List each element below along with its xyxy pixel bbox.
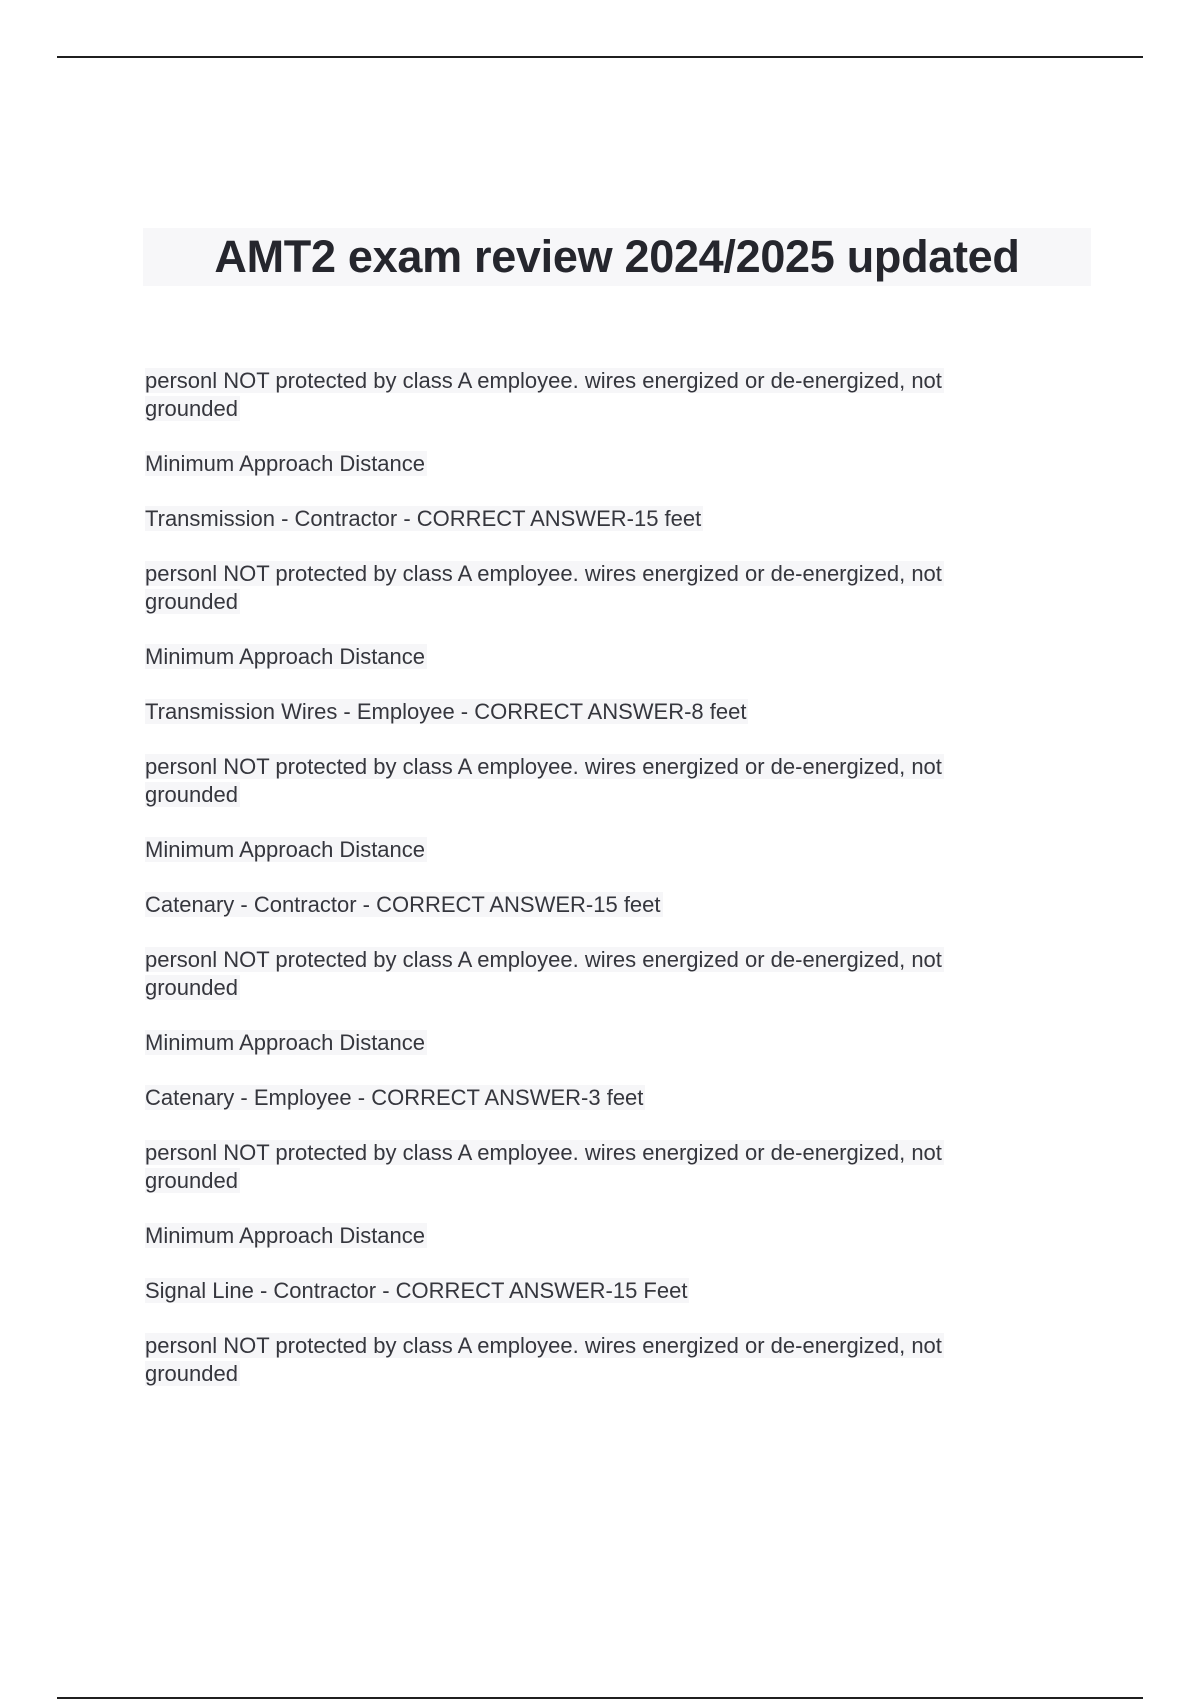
context-note-text: personl NOT protected by class A employee. wires energized or de-energized, not grounded bbox=[145, 754, 942, 807]
context-note bbox=[145, 753, 1035, 809]
page-title: AMT2 exam review 2024/2025 updated bbox=[214, 231, 1020, 282]
context-note bbox=[145, 367, 1035, 423]
answer-line bbox=[145, 1084, 1035, 1112]
context-note-text: personl NOT protected by class A employee. wires energized or de-energized, not grounded bbox=[145, 368, 942, 421]
answer-line-text: Signal Line - Contractor - CORRECT ANSWER-15 Feet bbox=[145, 1278, 688, 1303]
question-heading-text: Minimum Approach Distance bbox=[145, 837, 426, 862]
title-banner bbox=[143, 228, 1091, 286]
context-note bbox=[145, 1332, 1035, 1388]
context-note-text: personl NOT protected by class A employee. wires energized or de-energized, not grounded bbox=[145, 561, 942, 614]
question-heading-text: Minimum Approach Distance bbox=[145, 644, 426, 669]
question-heading bbox=[145, 1029, 1035, 1057]
footer-rule bbox=[57, 1697, 1143, 1699]
header-rule bbox=[57, 56, 1143, 58]
answer-line-text: Catenary - Contractor - CORRECT ANSWER-15 feet bbox=[145, 892, 661, 917]
answer-line-text: Catenary - Employee - CORRECT ANSWER-3 feet bbox=[145, 1085, 644, 1110]
answer-line bbox=[145, 505, 1035, 533]
answer-line bbox=[145, 891, 1035, 919]
document-body bbox=[145, 367, 1035, 1415]
answer-line bbox=[145, 698, 1035, 726]
context-note-text: personl NOT protected by class A employee. wires energized or de-energized, not grounded bbox=[145, 947, 942, 1000]
question-heading bbox=[145, 450, 1035, 478]
context-note bbox=[145, 560, 1035, 616]
answer-line-text: Transmission Wires - Employee - CORRECT ANSWER-8 feet bbox=[145, 699, 747, 724]
context-note bbox=[145, 1139, 1035, 1195]
question-heading bbox=[145, 1222, 1035, 1250]
answer-line-text: Transmission - Contractor - CORRECT ANSWER-15 feet bbox=[145, 506, 702, 531]
question-heading-text: Minimum Approach Distance bbox=[145, 1223, 426, 1248]
answer-line bbox=[145, 1277, 1035, 1305]
question-heading-text: Minimum Approach Distance bbox=[145, 451, 426, 476]
question-heading-text: Minimum Approach Distance bbox=[145, 1030, 426, 1055]
question-heading bbox=[145, 836, 1035, 864]
context-note bbox=[145, 946, 1035, 1002]
context-note-text: personl NOT protected by class A employee. wires energized or de-energized, not grounded bbox=[145, 1333, 942, 1386]
context-note-text: personl NOT protected by class A employee. wires energized or de-energized, not grounded bbox=[145, 1140, 942, 1193]
question-heading bbox=[145, 643, 1035, 671]
